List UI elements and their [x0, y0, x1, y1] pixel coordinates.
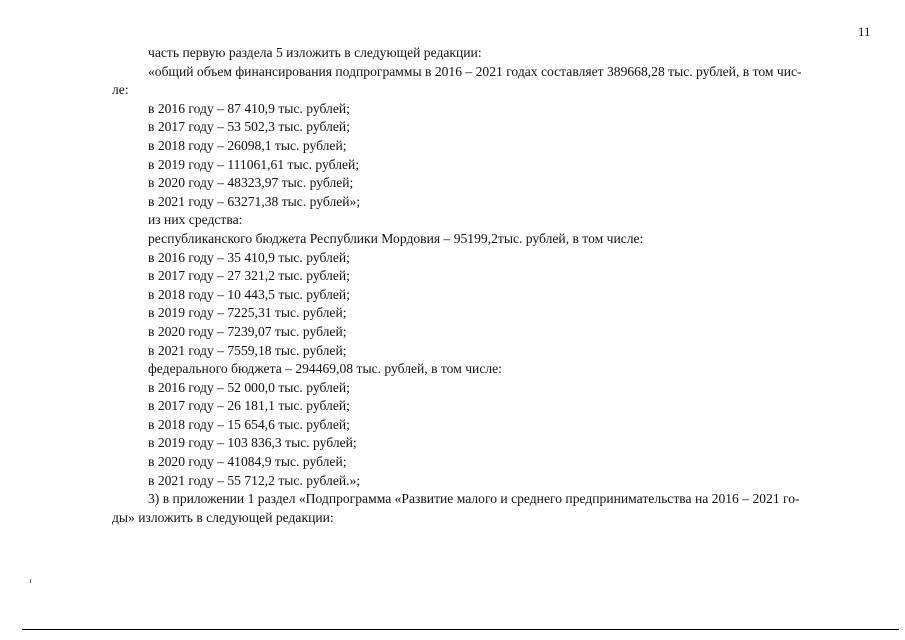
- text-line: в 2019 году – 7225,31 тыс. рублей;: [148, 305, 347, 321]
- page-number: 11: [858, 24, 871, 39]
- scan-artifact: [30, 579, 31, 583]
- text-line: в 2021 году – 63271,38 тыс. рублей»;: [148, 193, 361, 209]
- text-line: в 2016 году – 52 000,0 тыс. рублей;: [148, 379, 350, 395]
- text-line: в 2019 году – 103 836,3 тыс. рублей;: [148, 435, 357, 451]
- text-line: в 2018 году – 10 443,5 тыс. рублей;: [148, 286, 350, 302]
- text-line: 3) в приложении 1 раздел «Подпрограмма «Развитие малого и среднего предпринимательства на 2016 – 2021 го-: [148, 491, 800, 507]
- text-line: в 2018 году – 26098,1 тыс. рублей;: [148, 137, 347, 153]
- text-line: в 2018 году – 15 654,6 тыс. рублей;: [148, 416, 350, 432]
- footer-rule: [22, 629, 899, 630]
- text-line: в 2017 году – 26 181,1 тыс. рублей;: [148, 398, 350, 414]
- text-line: часть первую раздела 5 изложить в следующей редакции:: [148, 45, 482, 60]
- text-line: «общий объем финансирования подпрограммы в 2016 – 2021 годах составляет 389668,28 тыс. рублей, в том чис-: [148, 63, 802, 79]
- text-line: в 2016 году – 87 410,9 тыс. рублей;: [148, 100, 350, 116]
- text-line: в 2017 году – 53 502,3 тыс. рублей;: [148, 119, 350, 135]
- text-line: из них средства:: [148, 212, 243, 228]
- text-line: в 2016 году – 35 410,9 тыс. рублей;: [148, 249, 350, 265]
- text-line: федерального бюджета – 294469,08 тыс. рублей, в том числе:: [148, 361, 502, 377]
- text-line: в 2020 году – 48323,97 тыс. рублей;: [148, 175, 354, 191]
- text-line: республиканского бюджета Республики Мордовия – 95199,2тыс. рублей, в том числе:: [148, 230, 644, 246]
- text-line: в 2017 году – 27 321,2 тыс. рублей;: [148, 268, 350, 284]
- text-line: ле:: [112, 82, 129, 98]
- text-line: в 2021 году – 55 712,2 тыс. рублей.»;: [148, 472, 361, 488]
- text-line: в 2020 году – 41084,9 тыс. рублей;: [148, 454, 347, 470]
- document-body: [0, 44, 905, 527]
- text-line: в 2020 году – 7239,07 тыс. рублей;: [148, 323, 347, 339]
- text-line: ды» изложить в следующей редакции:: [112, 509, 334, 525]
- text-line: в 2021 году – 7559,18 тыс. рублей;: [148, 342, 347, 358]
- text-line: в 2019 году – 111061,61 тыс. рублей;: [148, 156, 360, 172]
